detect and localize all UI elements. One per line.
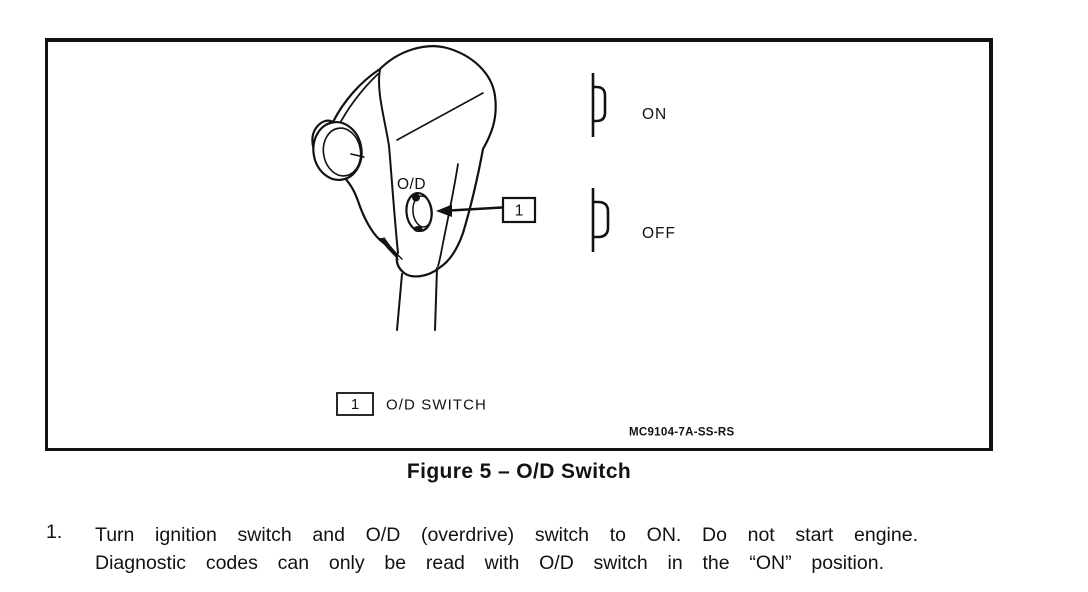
step-text-line-1: Turn ignition switch and O/D (overdrive) switch to ON. Do not start engine. [95,524,918,546]
legend-number: 1 [350,396,360,413]
off-label: OFF [642,225,676,242]
od-button-label: O/D [397,176,427,193]
figure-code: MC9104-7A-SS-RS [629,426,735,439]
step-text [95,521,918,577]
callout-box [503,198,535,222]
switch-position-off-icon [593,188,608,252]
od-switch-figure [45,38,993,451]
step-text-line-2: Diagnostic codes can only be read with O/D switch in the “ON” position. [95,552,884,574]
legend [337,393,487,415]
switch-position-on-icon [593,73,605,137]
figure-caption: Figure 5 – O/D Switch [406,460,632,483]
od-button-shade-bottom [414,226,423,232]
od-button-shade-top [412,194,420,202]
legend-label: O/D SWITCH [386,396,487,414]
on-label: ON [642,106,668,123]
callout-number: 1 [514,202,524,220]
step-number: 1. [46,521,63,543]
